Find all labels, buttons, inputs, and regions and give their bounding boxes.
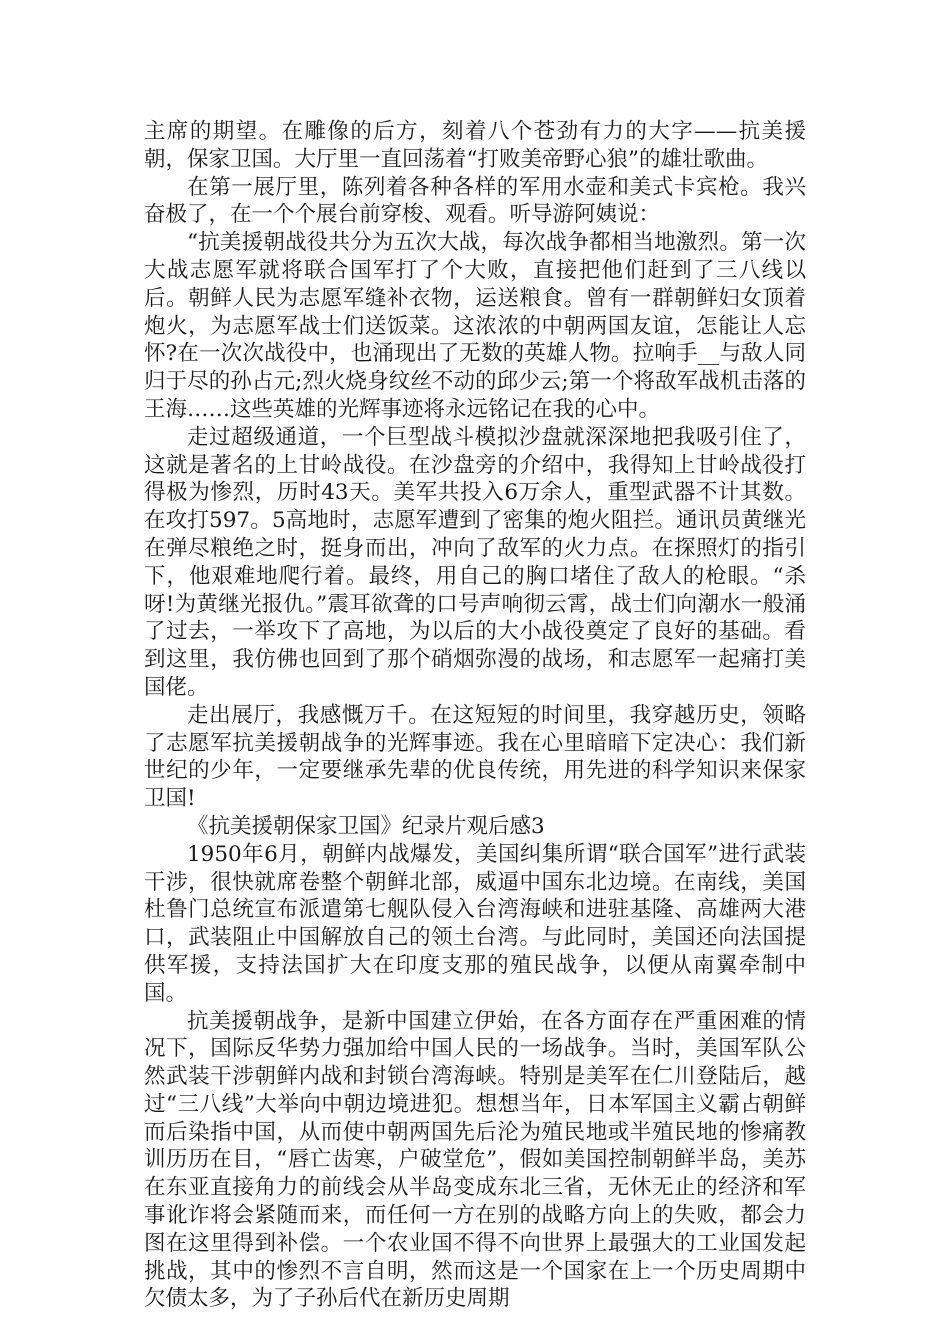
- paragraph-3: “抗美援朝战役共分为五次大战，每次战争都相当地激烈。第一次大战志愿军就将联合国军打了个大败，直接把他们赶到了三八线以后。朝鲜人民为志愿军缝补衣物，运送粮食。曾有一群朝鲜妇女顶着炮火，为志愿军战士们送饭菜。这浓浓的中朝两国友谊，怎能让人忘怀?在一次次战役中，也涌现出了无数的英雄人物。拉响手__与敌人同归于尽的孙占元;烈火烧身纹丝不动的邱少云;第一个将敌军战机击落的王海……这些英雄的光辉事迹将永远铭记在我的心中。: [144, 230, 806, 422]
- paragraph-7: 抗美援朝战争，是新中国建立伊始，在各方面存在严重困难的情况下，国际反华势力强加给中国人民的一场战争。当时，美国军队公然武装干涉朝鲜内战和封锁台湾海峡。特别是美军在仁川登陆后，越过“三八线”大举向中朝边境进犯。想想当年，日本军国主义霸占朝鲜而后染指中国，从而使中朝两国先后沦为殖民地或半殖民地的惨痛教训历历在目，“唇亡齿寒，户破堂危”，假如美国控制朝鲜半岛，美苏在东亚直接角力的前线会从半岛变成东北三省，无休无止的经济和军事讹诈将会紧随而来，而任何一方在别的战略方向上的失败，都会力图在这里得到补偿。一个农业国不得不向世界上最强大的工业国发起挑战，其中的惨烈不言自明，然而这是一个国家在上一个历史周期中欠债太多，为了子孙后代在新历史周期: [144, 1008, 806, 1312]
- paragraph-4: 走过超级通道，一个巨型战斗模拟沙盘就深深地把我吸引住了，这就是著名的上甘岭战役。在沙盘旁的介绍中，我得知上甘岭战役打得极为惨烈，历时43天。美军共投入6万余人，重型武器不计其数。在攻打597。5高地时，志愿军遭到了密集的炮火阻拦。通讯员黄继光在弹尽粮绝之时，挺身而出，冲向了敌军的火力点。在探照灯的指引下，他艰难地爬行着。最终，用自己的胸口堵住了敌人的枪眼。“杀呀!为黄继光报仇。”震耳欲聋的口号声响彻云霄，战士们向潮水一般涌了过去，一举攻下了高地，为以后的大小战役奠定了良好的基础。看到这里，我仿佛也回到了那个硝烟弥漫的战场，和志愿军一起痛打美国佬。: [144, 424, 806, 700]
- section-title: 《抗美援朝保家卫国》纪录片观后感3: [187, 813, 545, 839]
- document-body: [144, 118, 806, 1313]
- paragraph-5: 走出展厅，我感慨万千。在这短短的时间里，我穿越历史，领略了志愿军抗美援朝战争的光辉事迹。我在心里暗暗下定决心：我们新世纪的少年，一定要继承先辈的优良传统，用先进的科学知识来保家卫国!: [144, 702, 806, 812]
- paragraph-1: 主席的期望。在雕像的后方，刻着八个苍劲有力的大字——抗美援朝，保家卫国。大厅里一直回荡着“打败美帝野心狼”的雄壮歌曲。: [144, 119, 806, 172]
- paragraph-6: 1950年6月，朝鲜内战爆发，美国纠集所谓“联合国军”进行武装干涉，很快就席卷整个朝鲜北部，威逼中国东北边境。在南线，美国杜鲁门总统宣布派遣第七舰队侵入台湾海峡和进驻基隆、高雄两大港口，武装阻止中国解放自己的领土台湾。与此同时，美国还向法国提供军援，支持法国扩大在印度支那的殖民战争，以便从南翼牵制中国。: [144, 841, 806, 1006]
- paragraph-2: 在第一展厅里，陈列着各种各样的军用水壶和美式卡宾枪。我兴奋极了，在一个个展台前穿梭、观看。听导游阿姨说：: [144, 174, 806, 228]
